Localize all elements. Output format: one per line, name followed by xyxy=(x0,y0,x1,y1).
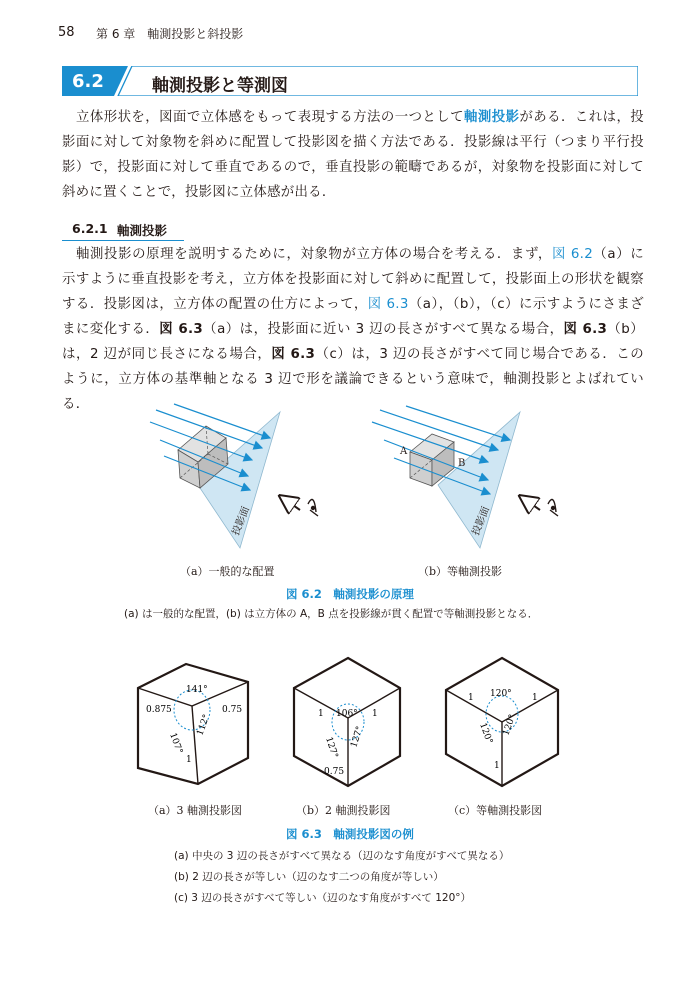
cube-3-axis-right-length: 0.75 xyxy=(222,705,243,715)
keyword-axonometric: 軸測投影 xyxy=(464,110,520,125)
cube-2-axis-left-angle: 127° xyxy=(323,735,340,760)
intro-text-1: 立体形状を，図面で立体感をもって表現する方法の一つとして xyxy=(76,110,465,125)
cube-isometric-left-length: 1 xyxy=(468,693,474,703)
view-arrow-a xyxy=(280,496,300,510)
page-number: 58 xyxy=(58,25,75,40)
body-text-3: （a），（b），（c）に示すようにさまざまに変化する． xyxy=(62,297,644,337)
cube-2-axis-top-angle: 106° xyxy=(336,709,358,719)
bold-ref-c: 図 6.3 xyxy=(271,347,316,362)
section-title: 軸測投影と等測図 xyxy=(152,76,288,96)
cube-2-axis-right-length: 1 xyxy=(372,709,378,719)
figure-ref-6-3[interactable]: 図 6.3 xyxy=(367,297,409,312)
figure-6-2-a xyxy=(150,404,318,548)
eye-icon-a xyxy=(308,500,318,517)
cube-2-axis xyxy=(294,658,400,786)
figure-6-3-sub-b: （b）2 軸測投影図 xyxy=(296,804,391,817)
cube-isometric-right-angle: 120° xyxy=(501,713,519,738)
eye-icon-b xyxy=(548,500,558,517)
cube-3-axis-top-angle: 141° xyxy=(186,685,208,695)
figure-6-3-caption-title: 図 6.3 軸測投影図の例 xyxy=(286,827,414,841)
cube-3-axis xyxy=(138,664,248,784)
figure-6-3-drawing xyxy=(130,650,580,795)
cube-isometric-top-angle: 120° xyxy=(490,689,512,699)
intro-paragraph xyxy=(62,105,644,205)
body-text-2: （a）に示すように垂直投影を考え，立方体を投影面に対して斜めに配置して，投影面上の形状を観察する．投影図は，立方体の配置の仕方によって， xyxy=(62,247,644,312)
section-heading-band xyxy=(62,66,638,96)
cube-2-axis-down-length: 0.75 xyxy=(324,767,345,777)
figure-6-2-sub-b: （b）等軸測投影 xyxy=(418,565,503,578)
section-number: 6.2 xyxy=(72,71,104,92)
body-text-4: （a）は，投影面に近い 3 辺の長さがすべて異なる場合， xyxy=(202,322,564,337)
cube-2-axis-right-angle: 127° xyxy=(349,725,366,749)
body-text-5: （b）は，2 辺が同じ長さになる場合， xyxy=(62,322,644,362)
figure-ref-6-2[interactable]: 図 6.2 xyxy=(551,247,594,262)
cube-3-axis-right-angle: 112° xyxy=(195,713,213,738)
plane-label-b: 投影面 xyxy=(470,505,493,538)
plane-label-a: 投影面 xyxy=(230,505,253,538)
subsection-number: 6.2.1 xyxy=(72,221,108,236)
figure-6-3-caption-line-c: (c) 3 辺の長さがすべて等しい（辺のなす角度がすべて 120°） xyxy=(174,892,472,904)
figure-6-2-drawing xyxy=(130,400,580,560)
figure-6-3-caption-line-b: (b) 2 辺の長さが等しい（辺のなす二つの角度が等しい） xyxy=(174,871,444,883)
figure-6-2-b xyxy=(372,406,558,548)
figure-6-3-sub-a: （a）3 軸測投影図 xyxy=(148,804,243,817)
cube-3-axis-left-angle: 107° xyxy=(167,731,184,756)
cube-3-axis-left-length: 0.875 xyxy=(146,705,172,715)
body-text-6: （c）は，3 辺の長さがすべて同じ場合である．このように，立方体の基準軸となる 3 辺で形を議論できるという意味で，軸測投影とよばれている． xyxy=(62,347,645,412)
view-arrow-b xyxy=(520,496,540,510)
cube-isometric xyxy=(446,658,558,786)
intro-text-2: がある．これは，投影面に対して対象物を斜めに配置して投影図を描く方法である．投影線は平行（つまり平行投影）で，投影面に対して垂直であるので，垂直投影の範疇であるが，対象物を投影面に対して斜めに置くことで，投影図に立体感が出る． xyxy=(62,110,645,200)
figure-6-2-caption-title: 図 6.2 軸測投影の原理 xyxy=(286,587,414,601)
cube-isometric-right-length: 1 xyxy=(532,693,538,703)
figure-6-2-sub-a: （a）一般的な配置 xyxy=(180,565,275,578)
point-b-label: B xyxy=(458,458,466,469)
bold-ref-b: 図 6.3 xyxy=(563,322,608,337)
figure-6-3-caption-line-a: (a) 中央の 3 辺の長さがすべて異なる（辺のなす角度がすべて異なる） xyxy=(174,850,510,862)
running-title: 第 6 章 軸測投影と斜投影 xyxy=(96,27,244,41)
body-paragraph xyxy=(62,242,644,417)
bold-ref-a: 図 6.3 xyxy=(159,322,203,337)
figure-6-2-caption-text: (a) は一般的な配置，(b) は立方体の A，B 点を投影線が貫く配置で等軸測投影となる． xyxy=(124,608,539,620)
subsection-title: 軸測投影 xyxy=(117,223,168,238)
point-a-label: A xyxy=(400,446,408,457)
figure-6-3-sub-c: （c）等軸測投影図 xyxy=(448,804,543,817)
cube-2-axis-left-length: 1 xyxy=(318,709,324,719)
cube-isometric-down-length: 1 xyxy=(494,761,500,771)
cube-3-axis-down-length: 1 xyxy=(186,755,192,765)
cube-isometric-left-angle: 120° xyxy=(477,721,494,746)
body-text-1: 軸測投影の原理を説明するために，対象物が立方体の場合を考える．まず， xyxy=(76,247,552,262)
